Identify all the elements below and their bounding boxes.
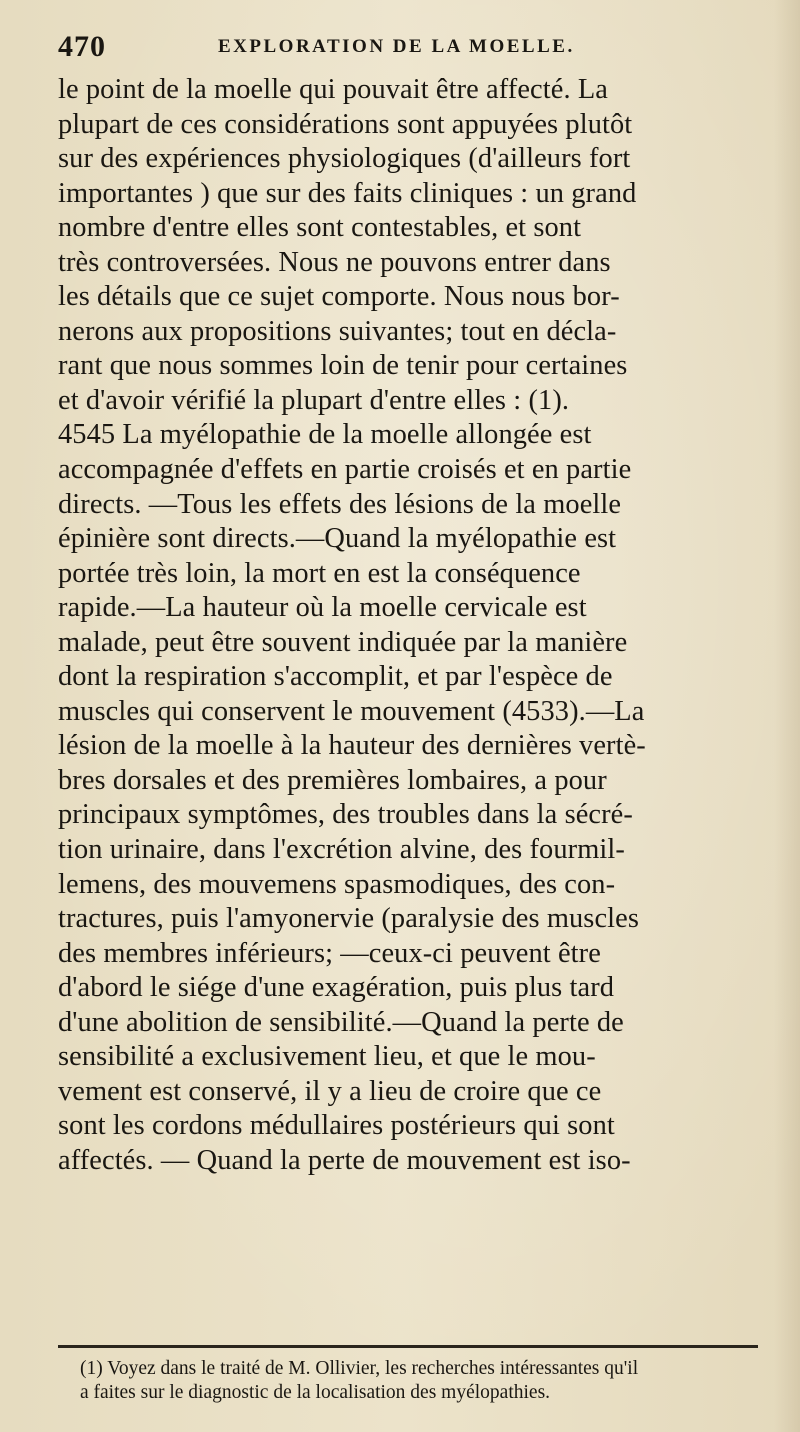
footnote	[80, 1357, 770, 1405]
running-head: EXPLORATION DE LA MOELLE.	[218, 36, 575, 57]
text-line: directs. —Tous les effets des lésions de la moelle	[58, 488, 622, 520]
text-line: nerons aux propositions suivantes; tout en décla-	[58, 315, 617, 347]
text-line: sont les cordons médullaires postérieurs qui sont	[58, 1110, 615, 1142]
text-line: épinière sont directs.—Quand la myélopathie est	[58, 523, 617, 555]
footnote-line: a faites sur le diagnostic de la localisation des myélopathies.	[80, 1382, 551, 1403]
page-header	[58, 30, 748, 63]
text-line: le point de la moelle qui pouvait être affecté. La	[58, 74, 608, 105]
text-line: malade, peut être souvent indiquée par la manière	[58, 626, 628, 658]
text-line: dont la respiration s'accomplit, et par l'espèce de	[58, 661, 613, 693]
text-line: 4545 La myélopathie de la moelle allongée est	[58, 419, 592, 451]
footnote-separator-rule	[58, 1345, 758, 1348]
text-line: nombre d'entre elles sont contestables, et sont	[58, 212, 582, 244]
text-line: lemens, des mouvemens spasmodiques, des con-	[58, 868, 616, 900]
text-line: très controversées. Nous ne pouvons entrer dans	[58, 246, 611, 278]
text-line: portée très loin, la mort en est la conséquence	[58, 557, 581, 589]
text-line: et d'avoir vérifié la plupart d'entre elles : (1).	[58, 384, 570, 416]
text-line: des membres inférieurs; —ceux-ci peuvent être	[58, 937, 601, 969]
text-line: importantes ) que sur des faits cliniques : un grand	[58, 177, 637, 209]
text-line: plupart de ces considérations sont appuyées plutôt	[58, 108, 633, 140]
text-line: principaux symptômes, des troubles dans la sécré-	[58, 799, 633, 831]
page-number: 470	[58, 30, 106, 63]
text-line: muscles qui conservent le mouvement (4533).—La	[58, 695, 645, 727]
text-line: affectés. — Quand la perte de mouvement est iso-	[58, 1144, 631, 1176]
text-line: tractures, puis l'amyonervie (paralysie des muscles	[58, 903, 639, 935]
text-line: rant que nous sommes loin de tenir pour certaines	[58, 350, 628, 382]
text-line: accompagnée d'effets en partie croisés et en partie	[58, 454, 632, 486]
body-text	[58, 73, 758, 1179]
text-line: d'abord le siége d'une exagération, puis plus tard	[58, 972, 615, 1004]
text-line: bres dorsales et des premières lombaires, a pour	[58, 764, 607, 796]
text-line: sur des expériences physiologiques (d'ailleurs fort	[58, 143, 631, 175]
text-line: les détails que ce sujet comporte. Nous nous bor-	[58, 281, 620, 313]
text-line: rapide.—La hauteur où la moelle cervicale est	[58, 592, 587, 624]
text-line: d'une abolition de sensibilité.—Quand la perte de	[58, 1006, 624, 1038]
text-line: tion urinaire, dans l'excrétion alvine, des fourmil-	[58, 834, 625, 866]
page-edge-shadow	[774, 0, 800, 1432]
text-line: sensibilité a exclusivement lieu, et que le mou-	[58, 1041, 596, 1073]
text-line: vement est conservé, il y a lieu de croire que ce	[58, 1075, 602, 1107]
footnote-line: (1) Voyez dans le traité de M. Ollivier, les recherches intéressantes qu'il	[80, 1358, 639, 1379]
text-line: lésion de la moelle à la hauteur des dernières vertè-	[58, 730, 646, 762]
